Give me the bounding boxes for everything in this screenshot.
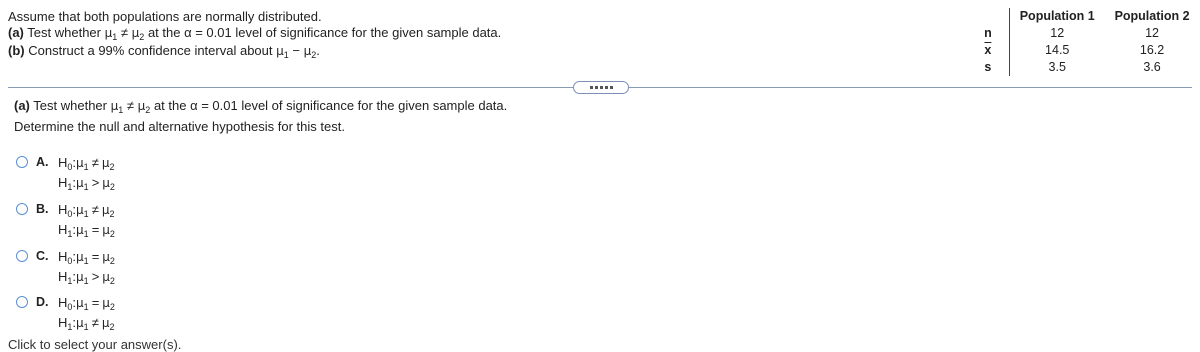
cell-p2: 12 <box>1145 26 1160 40</box>
dot-icon <box>610 86 613 89</box>
null-hypothesis <box>58 294 115 312</box>
sub: 1 <box>283 50 289 60</box>
row-label: s <box>967 59 1009 76</box>
sub: 1 <box>67 322 73 332</box>
part-b-label: (b) <box>8 43 25 58</box>
option-letter: A. <box>36 155 49 169</box>
sample-data-table <box>967 8 1200 76</box>
null-hypothesis <box>58 201 114 219</box>
neq-symbol: ≠ <box>120 25 129 40</box>
question-instruction <box>14 118 345 135</box>
relation-symbol: ≠ <box>91 202 99 217</box>
table-row <box>967 42 1200 59</box>
mu-symbol: μ <box>76 250 84 264</box>
problem-intro <box>8 8 322 25</box>
sub: 1 <box>83 322 89 332</box>
mu-symbol: μ <box>102 223 110 237</box>
h-symbol: H <box>58 315 68 330</box>
colon: : <box>72 269 77 284</box>
sub: 2 <box>311 50 317 60</box>
minus-symbol: − <box>292 43 300 58</box>
table-row <box>967 59 1200 76</box>
colon: : <box>72 155 77 170</box>
mu-symbol: μ <box>137 99 146 113</box>
mu-symbol: μ <box>104 26 113 40</box>
cell-p1: 3.5 <box>1048 60 1066 74</box>
sub: 0 <box>67 302 73 312</box>
mu-symbol: μ <box>110 99 119 113</box>
sub: 1 <box>83 256 89 266</box>
sub: 1 <box>83 182 89 192</box>
intro-text: Assume that both populations are normally distributed. <box>8 9 322 24</box>
mu-symbol: μ <box>76 203 84 217</box>
relation-symbol: ≠ <box>91 155 99 170</box>
mu-symbol: μ <box>76 156 84 170</box>
cell-p1: 14.5 <box>1045 43 1070 57</box>
alternative-hypothesis <box>58 268 115 286</box>
mu-symbol: μ <box>102 270 110 284</box>
instruction-text: Determine the null and alternative hypothesis for this test. <box>14 119 345 134</box>
question-part-a <box>14 97 507 115</box>
sub: 1 <box>67 182 73 192</box>
mu-symbol: μ <box>76 176 84 190</box>
h-symbol: H <box>58 202 68 217</box>
mu-symbol: μ <box>102 296 110 310</box>
radio-button[interactable] <box>16 250 28 262</box>
option-letter: D. <box>36 295 49 309</box>
sub: 2 <box>109 302 115 312</box>
alternative-hypothesis <box>58 314 114 332</box>
option-letter: B. <box>36 202 49 216</box>
null-hypothesis <box>58 154 114 172</box>
answer-option-c[interactable] <box>16 248 176 288</box>
h-symbol: H <box>58 295 68 310</box>
colon: : <box>72 295 77 310</box>
option-letter: C. <box>36 249 49 263</box>
relation-symbol: = <box>91 295 100 310</box>
sub: 1 <box>83 276 89 286</box>
h-symbol: H <box>58 249 68 264</box>
mu-symbol: μ <box>101 203 110 217</box>
sub: 1 <box>83 162 89 172</box>
cell-p2: 16.2 <box>1139 43 1165 57</box>
relation-symbol: = <box>91 249 100 264</box>
cell-p1: 12 <box>1050 26 1065 40</box>
expand-toggle-button[interactable] <box>573 81 629 94</box>
problem-part-a <box>8 24 501 42</box>
sub: 1 <box>83 229 89 239</box>
mu-symbol: μ <box>276 44 284 58</box>
sub: 2 <box>109 276 115 286</box>
alternative-hypothesis <box>58 174 115 192</box>
sub: 2 <box>109 162 115 172</box>
mu-symbol: μ <box>76 270 84 284</box>
row-label: n <box>967 25 1009 42</box>
dot-icon <box>600 86 603 89</box>
mu-symbol: μ <box>76 223 84 237</box>
part-a-label: (a) <box>8 25 24 40</box>
relation-symbol: ≠ <box>91 315 99 330</box>
relation-symbol: > <box>91 269 100 284</box>
relation-symbol: > <box>91 175 100 190</box>
mu-symbol: μ <box>131 26 140 40</box>
header-population-1: Population 1 <box>1019 9 1095 23</box>
sub: 2 <box>109 182 115 192</box>
mu-symbol: μ <box>101 316 110 330</box>
sub: 2 <box>109 209 115 219</box>
sub: 2 <box>109 322 115 332</box>
sub: 2 <box>109 229 115 239</box>
table-corner <box>967 8 1009 25</box>
alternative-hypothesis <box>58 221 115 239</box>
part-b-text: Construct a 99% confidence interval about <box>28 43 273 58</box>
header-population-2: Population 2 <box>1114 9 1190 23</box>
problem-part-b <box>8 42 320 60</box>
part-a-label: (a) <box>14 98 30 113</box>
answer-option-d[interactable] <box>16 294 176 334</box>
colon: : <box>72 202 77 217</box>
colon: : <box>72 175 77 190</box>
answer-option-a[interactable] <box>16 154 176 194</box>
radio-button[interactable] <box>16 203 28 215</box>
row-label: x <box>967 42 1009 59</box>
h-symbol: H <box>58 175 68 190</box>
colon: : <box>72 222 77 237</box>
part-a-pre: Test whether <box>33 98 107 113</box>
colon: : <box>72 315 77 330</box>
sub: 1 <box>118 105 124 115</box>
footer-instruction: Click to select your answer(s). <box>8 337 182 352</box>
sub: 0 <box>67 256 73 266</box>
null-hypothesis <box>58 248 115 266</box>
table-header-row <box>967 8 1200 25</box>
sub: 1 <box>67 229 73 239</box>
h-symbol: H <box>58 155 68 170</box>
cell-p2: 3.6 <box>1143 60 1161 74</box>
sub: 0 <box>67 162 73 172</box>
sub: 2 <box>145 105 151 115</box>
table-row <box>967 25 1200 42</box>
mu-symbol: μ <box>76 316 84 330</box>
mu-symbol: μ <box>102 176 110 190</box>
relation-symbol: = <box>91 222 100 237</box>
part-a-pre: Test whether <box>27 25 101 40</box>
mu-symbol: μ <box>101 156 110 170</box>
answer-option-b[interactable] <box>16 201 176 241</box>
colon: : <box>72 249 77 264</box>
radio-button[interactable] <box>16 296 28 308</box>
sub: 1 <box>67 276 73 286</box>
period: . <box>316 43 320 58</box>
mu-symbol: μ <box>303 44 312 58</box>
sub: 0 <box>67 209 73 219</box>
sub: 1 <box>83 302 89 312</box>
dot-icon <box>605 86 608 89</box>
sub: 1 <box>112 32 118 42</box>
h-symbol: H <box>58 222 68 237</box>
neq-symbol: ≠ <box>126 98 135 113</box>
dot-icon <box>590 86 593 89</box>
part-a-post: at the α = 0.01 level of significance for the given sample data. <box>153 98 508 113</box>
h-symbol: H <box>58 269 68 284</box>
mu-symbol: μ <box>76 296 84 310</box>
sub: 2 <box>109 256 115 266</box>
sub: 2 <box>139 32 145 42</box>
mu-symbol: μ <box>102 250 110 264</box>
dot-icon <box>595 86 598 89</box>
part-a-post: at the α = 0.01 level of significance for the given sample data. <box>147 25 502 40</box>
sub: 1 <box>83 209 89 219</box>
radio-button[interactable] <box>16 156 28 168</box>
